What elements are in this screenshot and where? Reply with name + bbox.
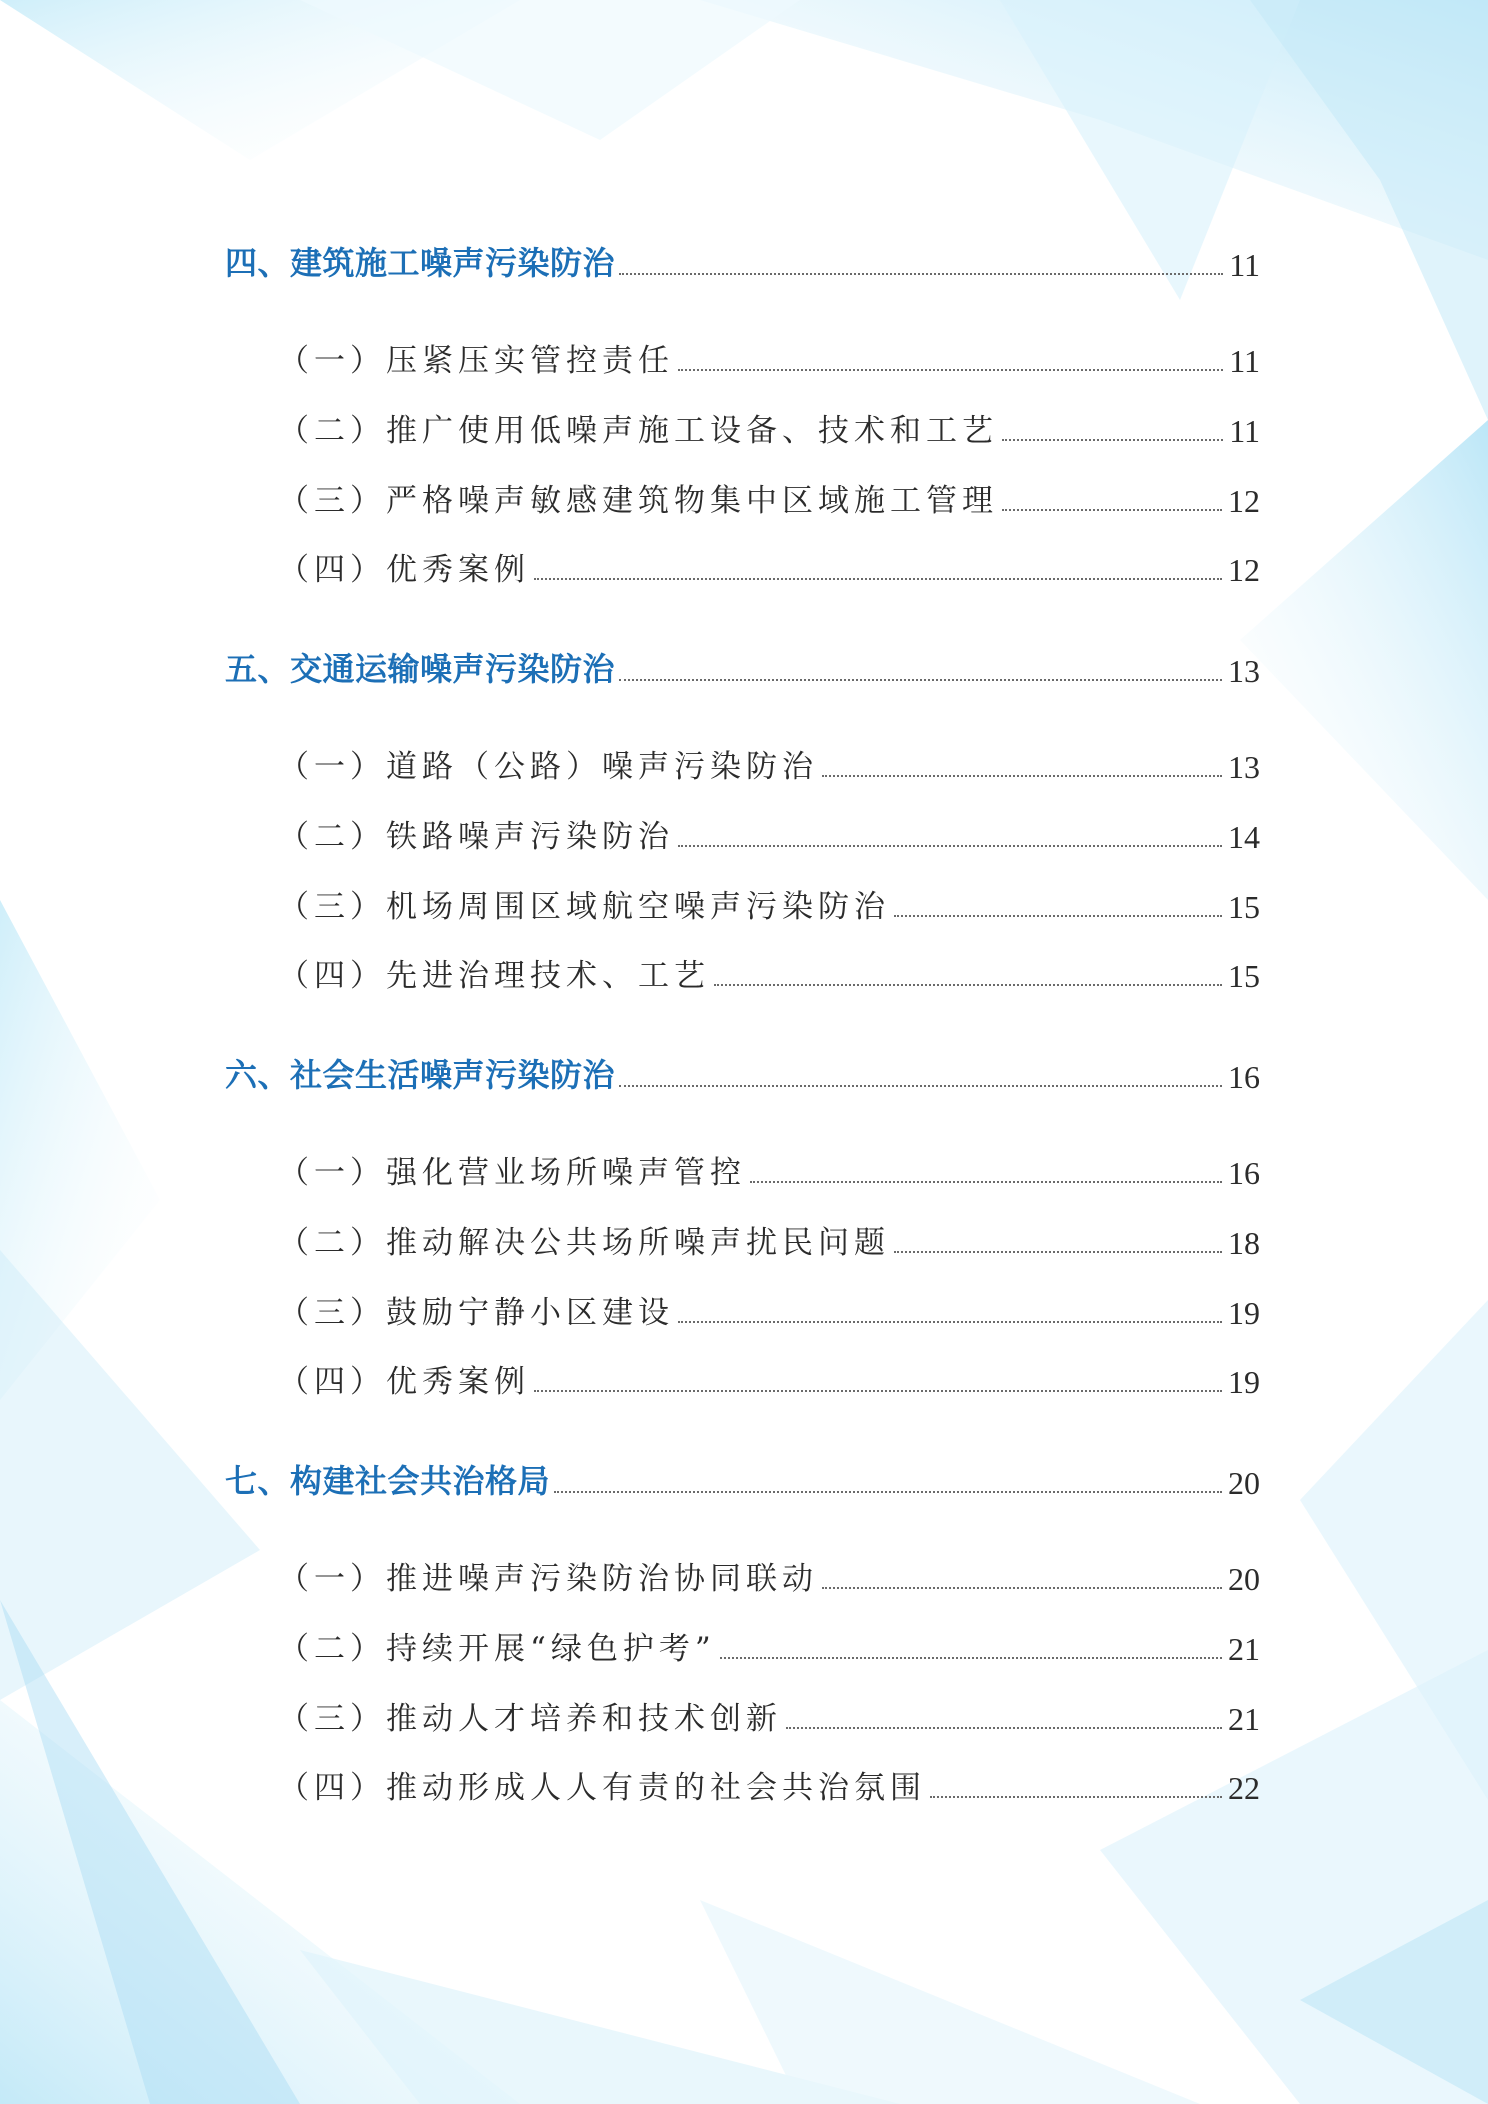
toc-section-row[interactable]: [278, 476, 1260, 520]
toc-section-row[interactable]: [278, 1148, 1260, 1192]
toc-page-number: 18: [1228, 1225, 1260, 1261]
toc-page-number: 16: [1228, 1155, 1260, 1191]
dot-leader: [554, 1491, 1222, 1493]
toc-page-number: 15: [1228, 958, 1260, 994]
toc-chapter-row[interactable]: [225, 1050, 1260, 1096]
toc-page-number: 20: [1228, 1465, 1260, 1501]
toc-section-title: （四）优秀案例: [278, 552, 530, 588]
toc-page-number: 13: [1228, 653, 1260, 689]
dot-leader: [822, 1587, 1222, 1589]
toc-section-title: （二）持续开展“绿色护考”: [278, 1631, 716, 1667]
toc-section-row[interactable]: [278, 882, 1260, 926]
dot-leader: [786, 1727, 1222, 1729]
toc-page-number: 20: [1228, 1561, 1260, 1597]
toc-section-title: （一）推进噪声污染防治协同联动: [278, 1561, 818, 1597]
toc-section-row[interactable]: [278, 1218, 1260, 1262]
dot-leader: [720, 1657, 1222, 1659]
toc-page-number: 13: [1228, 749, 1260, 785]
toc-section-title: （二）推动解决公共场所噪声扰民问题: [278, 1225, 890, 1261]
toc-section-row[interactable]: [278, 1554, 1260, 1598]
toc-page-number: 15: [1228, 889, 1260, 925]
dot-leader: [534, 1390, 1222, 1392]
toc-section-row[interactable]: [278, 812, 1260, 856]
toc-section-title: （一）压紧压实管控责任: [278, 343, 674, 379]
dot-leader: [894, 915, 1222, 917]
toc-section-title: （二）推广使用低噪声施工设备、技术和工艺: [278, 413, 998, 449]
dot-leader: [930, 1796, 1222, 1798]
toc-section-title: （二）铁路噪声污染防治: [278, 819, 674, 855]
dot-leader: [678, 1321, 1222, 1323]
toc-chapter-title: 四、建筑施工噪声污染防治: [225, 244, 616, 282]
dot-leader: [619, 1085, 1222, 1087]
toc-section-title: （三）推动人才培养和技术创新: [278, 1701, 782, 1737]
toc-section-row[interactable]: [278, 545, 1260, 589]
toc-section-row[interactable]: [278, 1288, 1260, 1332]
toc-section-row[interactable]: [278, 951, 1260, 995]
toc-chapter-title: 七、构建社会共治格局: [225, 1462, 551, 1500]
toc-page-number: 12: [1228, 552, 1260, 588]
dot-leader: [1002, 439, 1223, 441]
toc-page-number: 12: [1228, 483, 1260, 519]
dot-leader: [894, 1251, 1222, 1253]
toc-chapter-title: 六、社会生活噪声污染防治: [225, 1056, 616, 1094]
toc-page-number: 19: [1228, 1295, 1260, 1331]
toc-page-number: 11: [1229, 247, 1260, 283]
toc-section-row[interactable]: [278, 336, 1260, 380]
toc-section-row[interactable]: [278, 406, 1260, 450]
toc-chapter-row[interactable]: [225, 238, 1260, 284]
toc-chapter-row[interactable]: [225, 1456, 1260, 1502]
dot-leader: [1002, 509, 1222, 511]
dot-leader: [750, 1181, 1222, 1183]
dot-leader: [678, 369, 1223, 371]
toc-section-row[interactable]: [278, 1357, 1260, 1401]
dot-leader: [534, 578, 1222, 580]
toc-section-title: （四）推动形成人人有责的社会共治氛围: [278, 1770, 926, 1806]
toc-section-title: （三）鼓励宁静小区建设: [278, 1295, 674, 1331]
toc-page-number: 14: [1228, 819, 1260, 855]
dot-leader: [619, 679, 1222, 681]
toc-section-title: （四）优秀案例: [278, 1364, 530, 1400]
dot-leader: [822, 775, 1222, 777]
toc-section-title: （一）道路（公路）噪声污染防治: [278, 749, 818, 785]
toc-section-row[interactable]: [278, 742, 1260, 786]
toc-chapter-title: 五、交通运输噪声污染防治: [225, 650, 616, 688]
toc-page-number: 21: [1228, 1631, 1260, 1667]
dot-leader: [619, 273, 1223, 275]
toc-page-number: 11: [1229, 413, 1260, 449]
toc-page-number: 22: [1228, 1770, 1260, 1806]
dot-leader: [678, 845, 1222, 847]
toc-page-number: 19: [1228, 1364, 1260, 1400]
toc-section-title: （一）强化营业场所噪声管控: [278, 1155, 746, 1191]
toc-section-row[interactable]: [278, 1624, 1260, 1668]
toc-section-title: （四）先进治理技术、工艺: [278, 958, 710, 994]
dot-leader: [714, 984, 1222, 986]
toc-page-number: 16: [1228, 1059, 1260, 1095]
toc-section-row[interactable]: [278, 1694, 1260, 1738]
toc-page-number: 11: [1229, 343, 1260, 379]
toc-section-title: （三）机场周围区域航空噪声污染防治: [278, 889, 890, 925]
toc-chapter-row[interactable]: [225, 644, 1260, 690]
toc-section-title: （三）严格噪声敏感建筑物集中区域施工管理: [278, 483, 998, 519]
toc-section-row[interactable]: [278, 1763, 1260, 1807]
toc-page-number: 21: [1228, 1701, 1260, 1737]
